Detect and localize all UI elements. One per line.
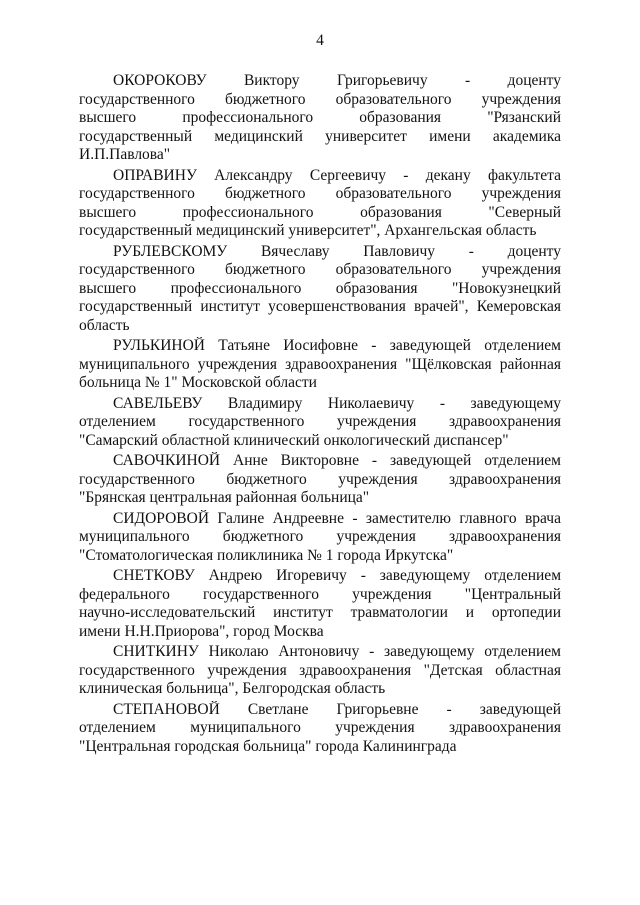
entry-line: "Брянская центральная районная больница" xyxy=(79,489,370,506)
entry-line: СИДОРОВОЙ Галине Андреевне - заместителю главного врача xyxy=(113,509,561,527)
entry-line: государственный медицинский университет имени академика xyxy=(79,127,561,145)
list-item xyxy=(79,395,561,451)
award-list xyxy=(79,72,561,758)
entry-line: отделением муниципального учреждения здравоохранения xyxy=(79,719,561,736)
entry-line: федерального государственного учреждения "Центральный xyxy=(79,585,561,603)
entry-line: клиническая больница", Белгородская область xyxy=(79,680,386,697)
entry-line: высшего профессионального образования "Рязанский xyxy=(79,109,561,126)
entry-line: государственного бюджетного образовательного учреждения xyxy=(79,90,561,108)
entry-line: "Стоматологическая поликлиника № 1 города Иркутска" xyxy=(79,546,454,564)
list-item xyxy=(79,72,561,165)
entry-line: ОКОРОКОВУ Виктору Григорьевичу - доценту xyxy=(113,72,561,89)
entry-line: И.П.Павлова" xyxy=(79,146,171,163)
entry-line: область xyxy=(79,316,130,334)
list-item xyxy=(79,243,561,336)
entry-line: РУБЛЕВСКОМУ Вячеславу Павловичу - доценту xyxy=(113,242,561,260)
entry-line: научно-исследовательский институт травматологии и ортопедии xyxy=(79,604,561,621)
list-item xyxy=(79,701,561,757)
entry-line: муниципального учреждения здравоохранения "Щёлковская районная xyxy=(79,355,561,373)
list-item xyxy=(79,643,561,699)
entry-line: СТЕПАНОВОЙ Светлане Григорьевне - заведующей xyxy=(113,700,561,718)
entry-line: ОПРАВИНУ Александру Сергеевичу - декану факультета xyxy=(113,166,561,184)
list-item xyxy=(79,567,561,641)
entry-line: государственного бюджетного учреждения здравоохранения xyxy=(79,470,561,488)
entry-line: СНИТКИНУ Николаю Антоновичу - заведующему отделением xyxy=(113,643,561,660)
entry-line: САВЕЛЬЕВУ Владимиру Николаевичу - заведующему xyxy=(113,394,561,412)
entry-line: САВОЧКИНОЙ Анне Викторовне - заведующей отделением xyxy=(113,452,561,469)
list-item xyxy=(79,452,561,508)
entry-line: больница № 1" Московской области xyxy=(79,374,317,391)
entry-line: СНЕТКОВУ Андрею Игоревичу - заведующему отделением xyxy=(113,567,561,584)
entry-line: высшего профессионального образования "Новокузнецкий xyxy=(79,279,561,297)
page-number: 4 xyxy=(316,32,324,49)
entry-line: РУЛЬКИНОЙ Татьяне Иосифовне - заведующей отделением xyxy=(113,337,561,354)
entry-line: государственного учреждения здравоохранения "Детская областная xyxy=(79,661,561,679)
list-item xyxy=(79,337,561,393)
entry-line: государственного бюджетного образовательного учреждения xyxy=(79,261,561,278)
entry-line: государственного бюджетного образовательного учреждения xyxy=(79,185,561,202)
entry-line: имени Н.Н.Приорова", город Москва xyxy=(79,622,324,640)
entry-line: "Центральная городская больница" города Калининграда xyxy=(79,737,457,755)
entry-line: государственный институт усовершенствования врачей", Кемеровская xyxy=(79,298,561,315)
entry-line: муниципального бюджетного учреждения здравоохранения xyxy=(79,528,561,545)
list-item xyxy=(79,167,561,241)
entry-line: "Самарский областной клинический онкологический диспансер" xyxy=(79,431,509,449)
entry-line: отделением государственного учреждения здравоохранения xyxy=(79,413,561,430)
list-item xyxy=(79,510,561,566)
entry-line: государственный медицинский университет", Архангельская область xyxy=(79,222,537,239)
entry-line: высшего профессионального образования "Северный xyxy=(79,203,561,221)
